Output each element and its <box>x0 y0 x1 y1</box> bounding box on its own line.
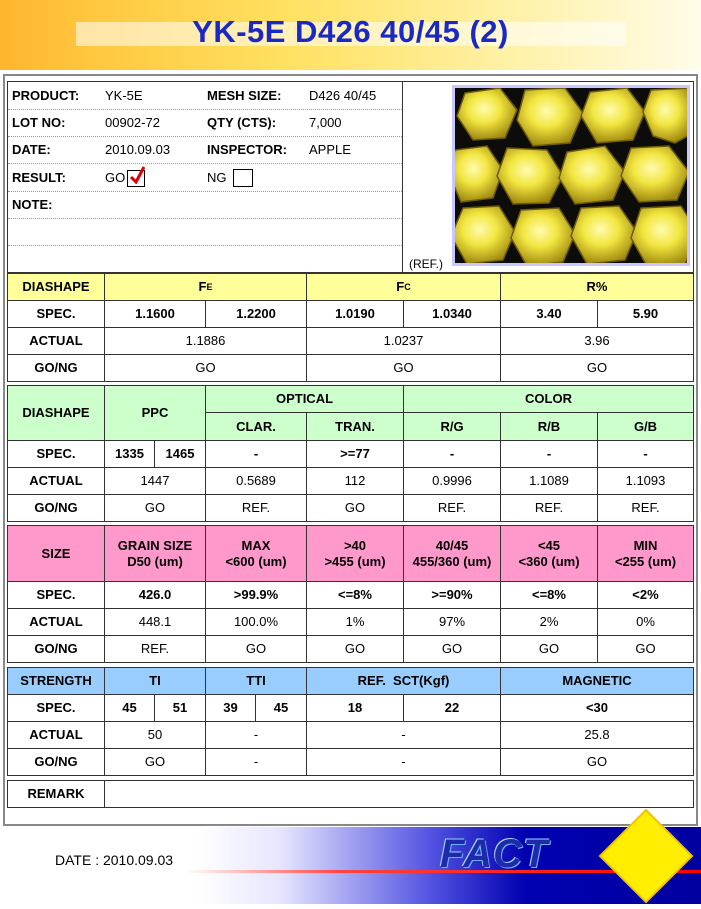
size-gong-value: GO <box>205 635 307 663</box>
fc-header <box>306 273 501 301</box>
strength-gong-value: - <box>306 748 501 776</box>
header-line: <600 (um) <box>225 553 287 569</box>
result-label: RESULT: <box>12 170 66 185</box>
shape-spec-value: 1.1600 <box>104 300 206 328</box>
optcolor-gong-value: REF. <box>403 494 501 522</box>
strength-spec-value: 45 <box>104 694 155 722</box>
shape-actual-label: ACTUAL <box>7 327 105 355</box>
optcolor-gong-value: GO <box>306 494 404 522</box>
check-mark-icon <box>129 166 145 184</box>
shape-actual-value: 1.0237 <box>306 327 501 355</box>
optcolor-spec-value: 1465 <box>154 440 206 468</box>
tran-header: TRAN. <box>306 412 404 441</box>
optcolor-actual-value: 0.9996 <box>403 467 501 495</box>
ng-checkbox[interactable] <box>233 169 253 187</box>
optcolor-gong-value: GO <box>104 494 206 522</box>
header-line: <45 <box>537 537 561 553</box>
diamond-photo <box>452 85 690 266</box>
inspector-label: INSPECTOR: <box>207 142 287 157</box>
strength-gong-value: GO <box>104 748 206 776</box>
shape-gong-value: GO <box>104 354 307 382</box>
fe-header <box>104 273 307 301</box>
header-line: GRAIN SIZE <box>117 537 193 553</box>
product-label: PRODUCT: <box>12 88 80 103</box>
strength-gong-value: GO <box>500 748 694 776</box>
shape-spec-value: 3.40 <box>500 300 598 328</box>
optcolor-actual-label: ACTUAL <box>7 467 105 495</box>
size-gong-label: GO/NG <box>7 635 105 663</box>
result-go <box>101 166 161 190</box>
optcolor-actual-value: 1447 <box>104 467 206 495</box>
size-gong-value: GO <box>500 635 598 663</box>
remark-label: REMARK <box>7 780 105 808</box>
divider <box>8 191 402 192</box>
header-line: D50 (um) <box>127 553 183 569</box>
size-gong-value: GO <box>306 635 404 663</box>
color-header: COLOR <box>403 385 694 413</box>
lot-label: LOT NO: <box>12 115 66 130</box>
mesh-size-value: D426 40/45 <box>309 88 377 103</box>
tti-header: TTI <box>205 667 307 695</box>
strength-actual-value: 25.8 <box>500 721 694 749</box>
shape-gong-label: GO/NG <box>7 354 105 382</box>
optcolor-gong-label: GO/NG <box>7 494 105 522</box>
size-actual-label: ACTUAL <box>7 608 105 636</box>
fe-main: F <box>198 279 207 294</box>
rg-header: R/G <box>403 412 501 441</box>
shape-spec-label: SPEC. <box>7 300 105 328</box>
size-spec-value: <2% <box>597 581 694 609</box>
header-line: 40/45 <box>435 537 469 553</box>
header-line: >40 <box>343 537 367 553</box>
divider <box>8 218 402 219</box>
strength-actual-value: - <box>205 721 307 749</box>
size-spec-value: <=8% <box>306 581 404 609</box>
product-value: YK-5E <box>105 88 143 103</box>
shape-gong-value: GO <box>500 354 694 382</box>
clar-header: CLAR. <box>205 412 307 441</box>
size-spec-label: SPEC. <box>7 581 105 609</box>
size-header: SIZE <box>7 525 105 582</box>
footer-date: DATE : 2010.09.03 <box>55 852 174 868</box>
ppc-header: PPC <box>104 385 206 441</box>
size-actual-value: 448.1 <box>104 608 206 636</box>
page-title: YK-5E D426 40/45 (2) <box>192 14 509 49</box>
header-line: <255 (um) <box>614 553 677 569</box>
shape-actual-value: 1.1886 <box>104 327 307 355</box>
result-ng <box>203 166 263 190</box>
size-gong-value: GO <box>597 635 694 663</box>
size-gong-value: GO <box>403 635 501 663</box>
size-spec-value: 426.0 <box>104 581 206 609</box>
mesh-size-label: MESH SIZE: <box>207 88 282 103</box>
size-gong-value: REF. <box>104 635 206 663</box>
strength-actual-label: ACTUAL <box>7 721 105 749</box>
strength-gong-label: GO/NG <box>7 748 105 776</box>
diashape-header: DIASHAPE <box>7 273 105 301</box>
strength-actual-value: - <box>306 721 501 749</box>
diamond-shape <box>598 808 694 904</box>
rb-header: R/B <box>500 412 598 441</box>
optcolor-gong-value: REF. <box>597 494 694 522</box>
size-actual-value: 0% <box>597 608 694 636</box>
strength-header: STRENGTH <box>7 667 105 695</box>
shape-gong-value: GO <box>306 354 501 382</box>
diashape-header-2: DIASHAPE <box>7 385 105 441</box>
over40-header <box>306 525 404 582</box>
optcolor-gong-value: REF. <box>205 494 307 522</box>
size-actual-value: 97% <box>403 608 501 636</box>
optcolor-actual-value: 112 <box>306 467 404 495</box>
optcolor-spec-value: - <box>597 440 694 468</box>
optcolor-actual-value: 0.5689 <box>205 467 307 495</box>
size-actual-value: 2% <box>500 608 598 636</box>
optcolor-spec-value: - <box>205 440 307 468</box>
max-header <box>205 525 307 582</box>
size-spec-value: >=90% <box>403 581 501 609</box>
optcolor-actual-value: 1.1093 <box>597 467 694 495</box>
strength-gong-value: - <box>205 748 307 776</box>
fc-sub: C <box>404 282 411 292</box>
divider <box>8 245 402 246</box>
qty-value: 7,000 <box>309 115 342 130</box>
r-percent-header: R% <box>500 273 694 301</box>
strength-spec-value: 22 <box>403 694 501 722</box>
size-spec-value: <=8% <box>500 581 598 609</box>
magnetic-header: MAGNETIC <box>500 667 694 695</box>
gb-header: G/B <box>597 412 694 441</box>
fact-logo: FACT <box>440 832 549 876</box>
header-line: <360 (um) <box>518 553 580 569</box>
strength-actual-value: 50 <box>104 721 206 749</box>
optcolor-spec-label: SPEC. <box>7 440 105 468</box>
size-actual-value: 1% <box>306 608 404 636</box>
optcolor-spec-value: 1335 <box>104 440 155 468</box>
shape-spec-value: 1.0190 <box>306 300 404 328</box>
note-label: NOTE: <box>12 197 53 212</box>
strength-spec-value: 51 <box>154 694 206 722</box>
qty-label: QTY (CTS): <box>207 115 277 130</box>
remark-field[interactable] <box>104 780 694 808</box>
divider <box>8 109 402 110</box>
header-line: MIN <box>633 537 658 553</box>
header-line: >455 (um) <box>324 553 386 569</box>
strength-spec-value: 45 <box>255 694 307 722</box>
ref-caption: (REF.) <box>409 257 443 271</box>
divider <box>8 163 402 164</box>
lot-value: 00902-72 <box>105 115 160 130</box>
sct-header: REF. SCT(Kgf) <box>306 667 501 695</box>
inspector-value: APPLE <box>309 142 351 157</box>
optical-header: OPTICAL <box>205 385 404 413</box>
fe-sub: E <box>206 282 213 292</box>
size-actual-value: 100.0% <box>205 608 307 636</box>
diamond-logo-icon <box>598 808 694 904</box>
ng-label: NG <box>207 170 227 185</box>
go-label: GO <box>105 170 126 185</box>
under45-header <box>500 525 598 582</box>
ti-header: TI <box>104 667 206 695</box>
shape-spec-value: 1.0340 <box>403 300 501 328</box>
fc-main: F <box>396 279 405 294</box>
optcolor-spec-value: - <box>500 440 598 468</box>
go-checkbox[interactable] <box>127 170 145 187</box>
shape-spec-value: 1.2200 <box>205 300 307 328</box>
shape-actual-value: 3.96 <box>500 327 694 355</box>
shape-spec-value: 5.90 <box>597 300 694 328</box>
header-line: MAX <box>241 537 271 553</box>
grain-size-header <box>104 525 206 582</box>
strength-spec-label: SPEC. <box>7 694 105 722</box>
optcolor-spec-value: - <box>403 440 501 468</box>
optcolor-gong-value: REF. <box>500 494 598 522</box>
min-header <box>597 525 694 582</box>
diamond-crystals-image <box>455 88 690 266</box>
size-spec-value: >99.9% <box>205 581 307 609</box>
date-label: DATE: <box>12 142 51 157</box>
strength-spec-value: 39 <box>205 694 256 722</box>
mesh-40-45-header <box>403 525 501 582</box>
optcolor-actual-value: 1.1089 <box>500 467 598 495</box>
strength-spec-value: <30 <box>500 694 694 722</box>
optcolor-spec-value: >=77 <box>306 440 404 468</box>
date-value: 2010.09.03 <box>105 142 171 157</box>
header-line: 455/360 (um) <box>412 553 492 569</box>
divider <box>8 136 402 137</box>
strength-spec-value: 18 <box>306 694 404 722</box>
